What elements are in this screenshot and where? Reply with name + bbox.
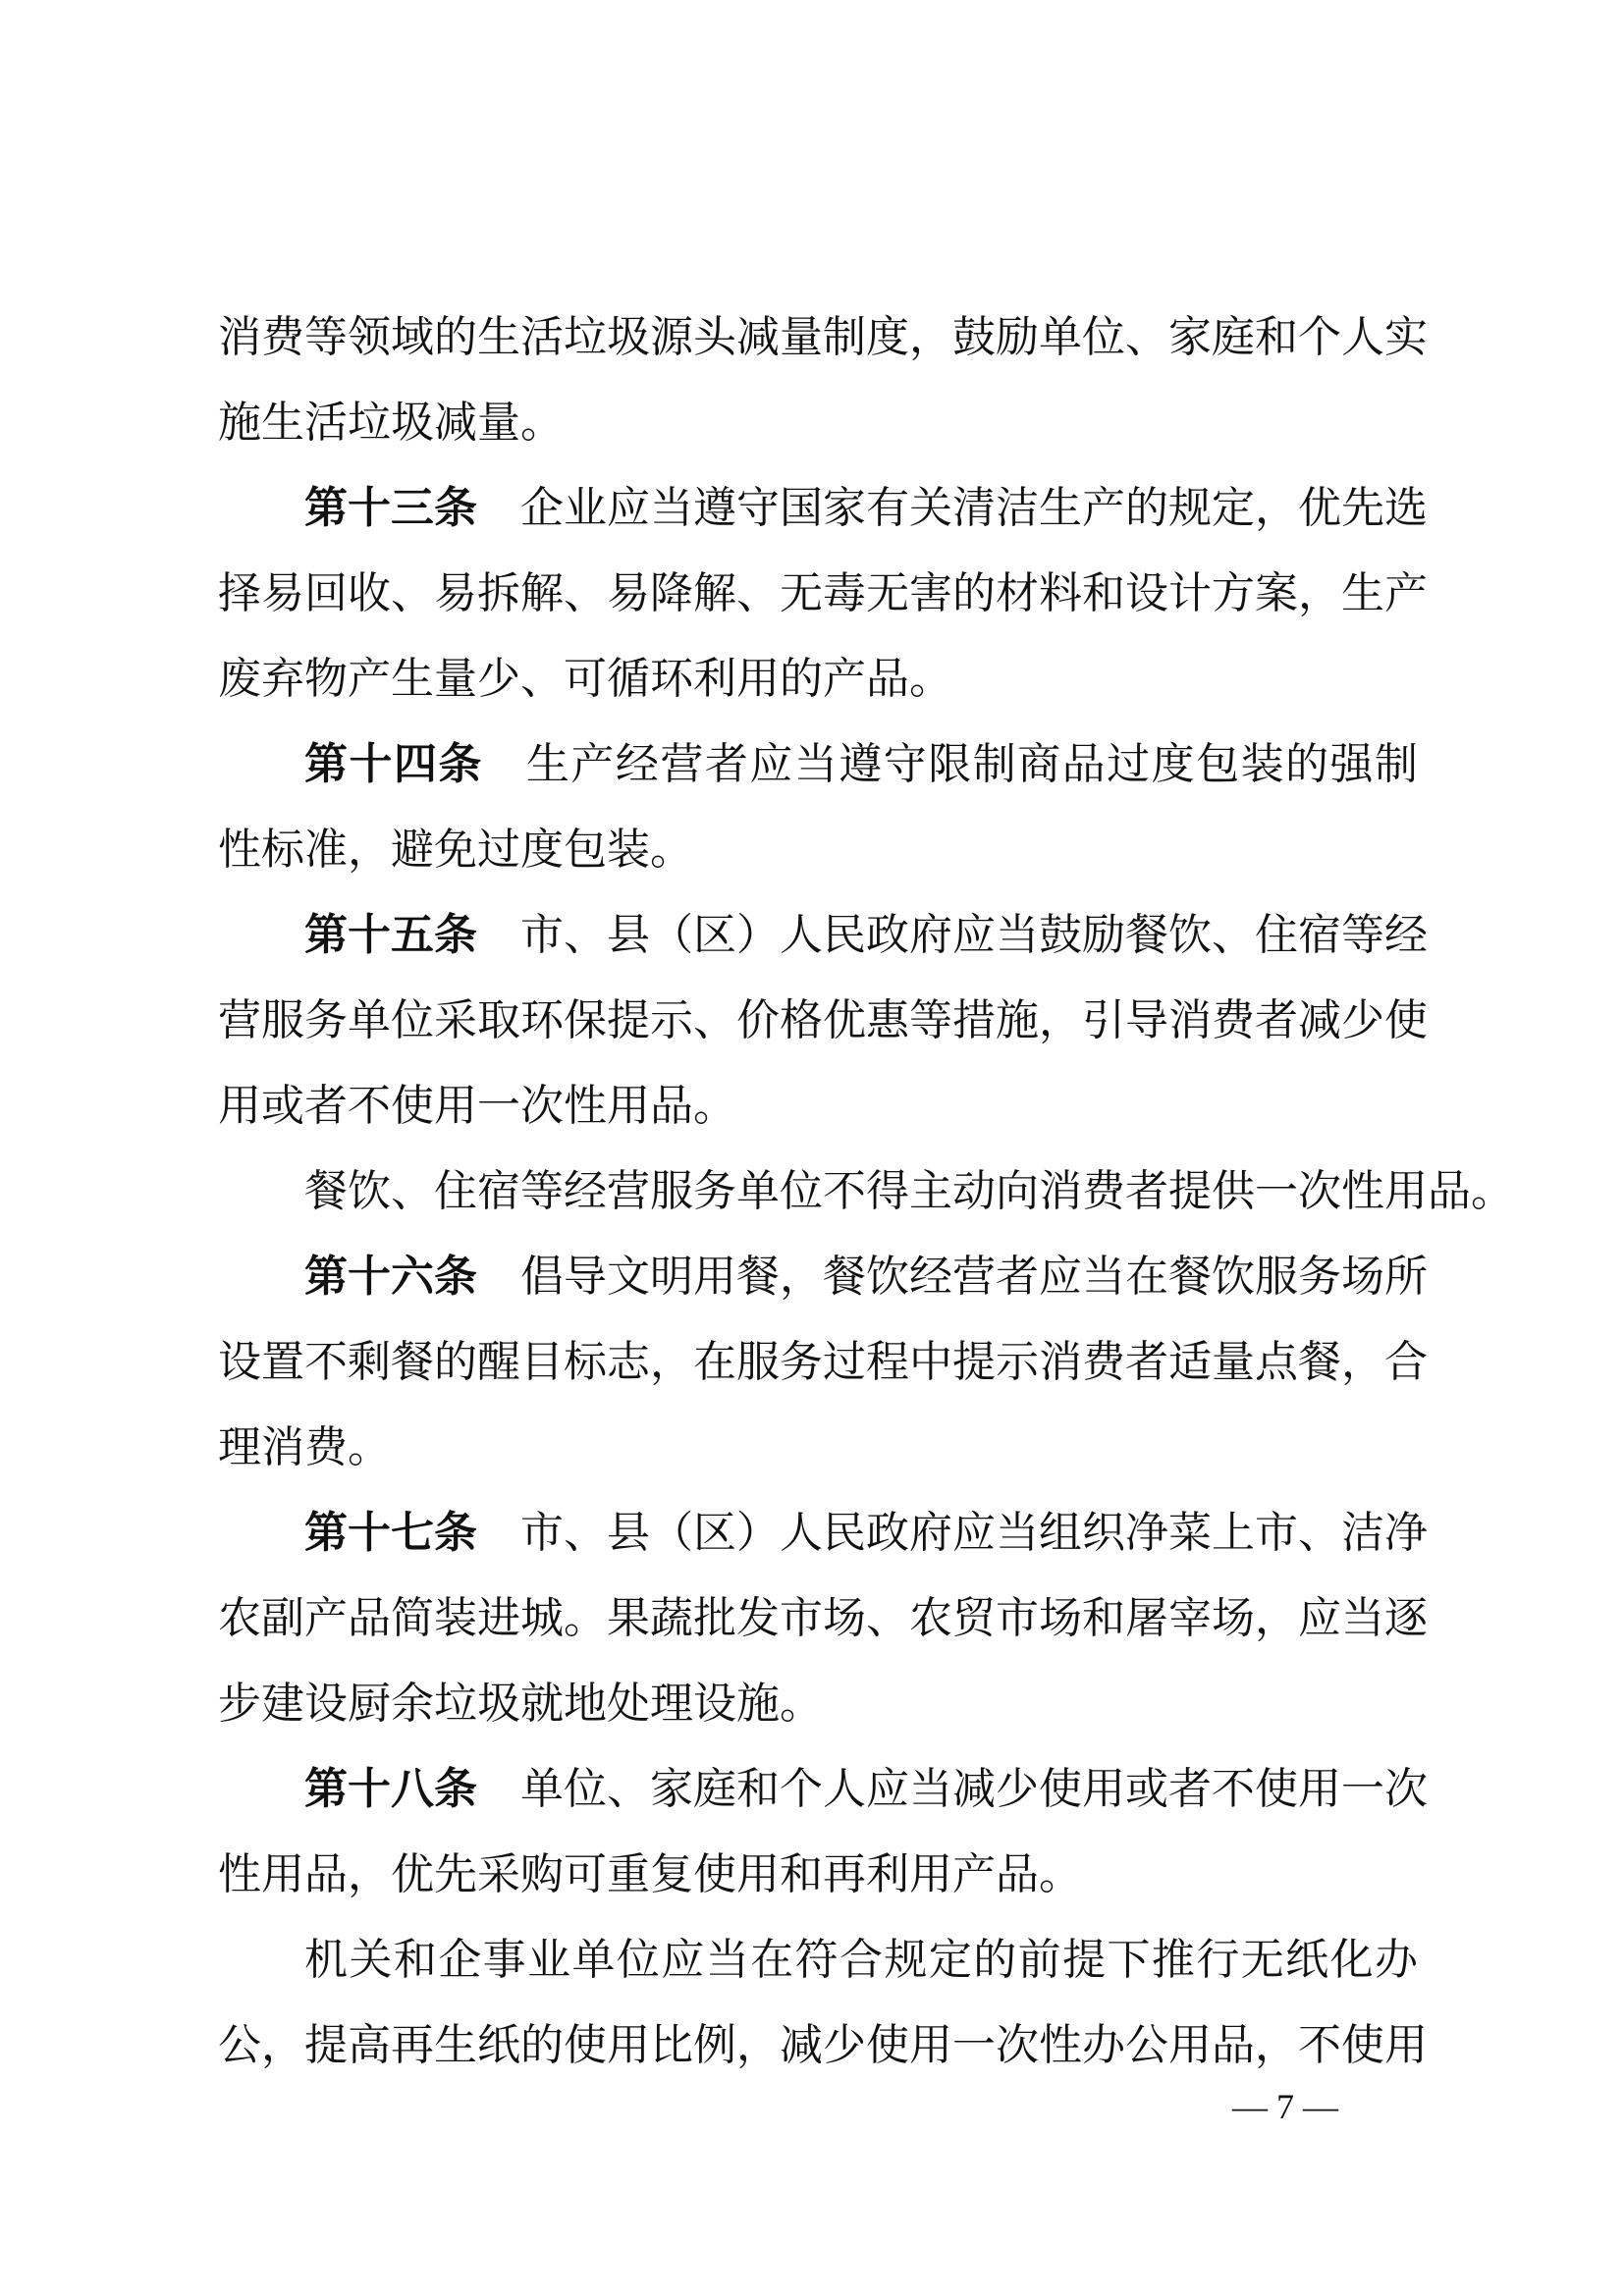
text-line xyxy=(218,465,1428,551)
text-line: 机关和企事业单位应当在符合规定的前提下推行无纸化办 xyxy=(304,1935,1418,1985)
text-line: 公，提高再生纸的使用比例，减少使用一次性办公用品，不使用 xyxy=(218,2020,1428,2070)
article-text: 生产经营者应当遵守限制商品过度包装的强制 xyxy=(525,739,1419,789)
article-title: 第十八条 xyxy=(304,1764,477,1814)
text-line xyxy=(218,1490,1428,1575)
article-text: 企业应当遵守国家有关清洁生产的规定，优先选 xyxy=(520,483,1428,533)
article-text: 倡导文明用餐，餐饮经营者应当在餐饮服务场所 xyxy=(520,1252,1428,1302)
article-title: 第十五条 xyxy=(304,910,477,960)
text-line xyxy=(218,1234,1428,1319)
article-text: 市、县（区）人民政府应当鼓励餐饮、住宿等经 xyxy=(520,910,1428,960)
text-line: 性标准，避免过度包装。 xyxy=(218,825,693,875)
text-line: 农副产品简装进城。果蔬批发市场、农贸市场和屠宰场，应当逐 xyxy=(218,1593,1428,1643)
text-line: 消费等领域的生活垃圾源头减量制度，鼓励单位、家庭和个人实 xyxy=(218,312,1428,362)
body-text xyxy=(218,294,1514,2088)
article-title: 第十四条 xyxy=(304,739,483,789)
text-line: 餐饮、住宿等经营服务单位不得主动向消费者提供一次性用品。 xyxy=(304,1166,1514,1216)
article-text: 单位、家庭和个人应当减少使用或者不使用一次 xyxy=(520,1764,1428,1814)
text-line xyxy=(218,721,1418,807)
text-line xyxy=(218,892,1428,978)
text-line: 营服务单位采取环保提示、价格优惠等措施，引导消费者减少使 xyxy=(218,995,1428,1045)
text-line: 用或者不使用一次性用品。 xyxy=(218,1081,736,1131)
text-line xyxy=(218,1746,1428,1832)
page-number: — 7 — xyxy=(1232,2087,1338,2126)
text-line: 择易回收、易拆解、易降解、无毒无害的材料和设计方案，生产 xyxy=(218,568,1428,618)
article-title: 第十六条 xyxy=(304,1252,477,1302)
article-text: 市、县（区）人民政府应当组织净菜上市、洁净 xyxy=(520,1508,1428,1558)
text-line: 施生活垃圾减量。 xyxy=(218,398,564,448)
text-line: 性用品，优先采购可重复使用和再利用产品。 xyxy=(218,1849,1082,1899)
text-line: 理消费。 xyxy=(218,1422,391,1472)
text-line: 废弃物产生量少、可循环利用的产品。 xyxy=(218,654,952,704)
article-title: 第十三条 xyxy=(304,483,477,533)
article-title: 第十七条 xyxy=(304,1508,477,1558)
text-line: 步建设厨余垃圾就地处理设施。 xyxy=(218,1679,823,1729)
text-line: 设置不剩餐的醒目标志，在服务过程中提示消费者适量点餐，合 xyxy=(218,1337,1428,1387)
